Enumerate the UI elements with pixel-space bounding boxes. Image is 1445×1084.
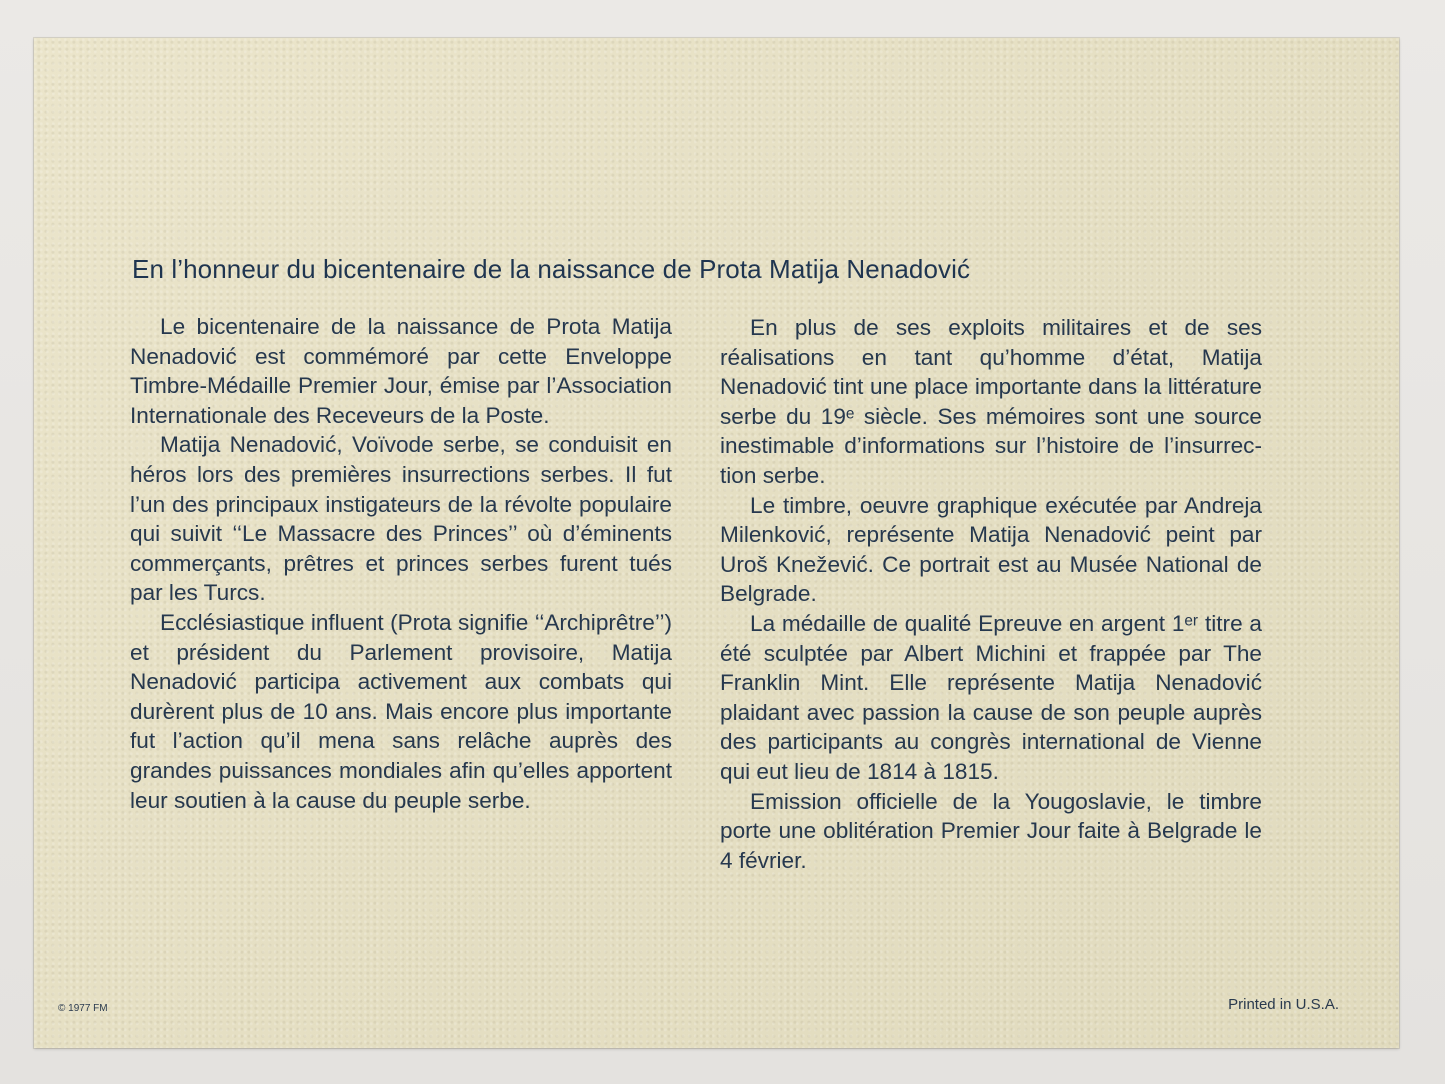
insert-card (34, 38, 1399, 1048)
paragraph: Le timbre, oeuvre graphique exécutée par Andreja Milenković, représente Matija Nenadović peint par Uroš Knežević. Ce portrait est au Musée National de Belgrade. (720, 492, 1262, 607)
right-column (720, 313, 1262, 875)
paragraph: La médaille de qualité Epreuve en argent 1ᵉʳ titre a été sculptée par Albert Michini et frappée par The Franklin Mint. Elle représente Matija Nenadović plaidant avec passion la cause de son peuple auprès des participants au congrès international de Vienne qui eut lieu de 1814 à 1815. (720, 610, 1262, 784)
copyright-mark: © 1977 FM (58, 1003, 108, 1014)
left-column (130, 312, 672, 815)
paragraph: En plus de ses exploits militaires et de ses réalisations en tant qu’homme d’état, Matija Nenadović tint une place importante dans la littérature serbe du 19ᵉ siècle. Ses mémoires sont une source inestimable d’informations sur l’histoire de l’insurrection serbe. (720, 315, 1262, 488)
card-title: En l’honneur du bicentenaire de la naissance de Prota Matija Nenadović (132, 254, 971, 284)
paragraph: Emission officielle de la Yougoslavie, le timbre porte une oblitération Premier Jour faite à Belgrade le 4 février. (720, 788, 1262, 873)
paragraph: Matija Nenadović, Voïvode serbe, se conduisit en héros lors des premières insurrections serbes. Il fut l’un des principaux instigateurs de la révolte populaire qui suivit ‘‘Le Massacre des Princes’’ où d’éminents commerçants, prêtres et princes serbes furent tués par les Turcs. (130, 432, 672, 606)
paragraph: Ecclésiastique influent (Prota signifie ‘‘Archiprêtre’’) et président du Parlement provisoire, Matija Nenadović participa activement aux combats qui durèrent plus de 10 ans. Mais encore plus importante fut l’action qu’il mena sans relâche auprès des grandes puissances mondiales afin qu’elles apportent leur soutien à la cause du peuple serbe. (130, 609, 672, 813)
printed-in-label: Printed in U.S.A. (1228, 996, 1339, 1013)
paragraph: Le bicentenaire de la naissance de Prota Matija Nenadović est commémoré par cette Enveloppe Timbre-Médaille Premier Jour, émise par l’Association Internationale des Receveurs de la Poste. (130, 314, 672, 428)
